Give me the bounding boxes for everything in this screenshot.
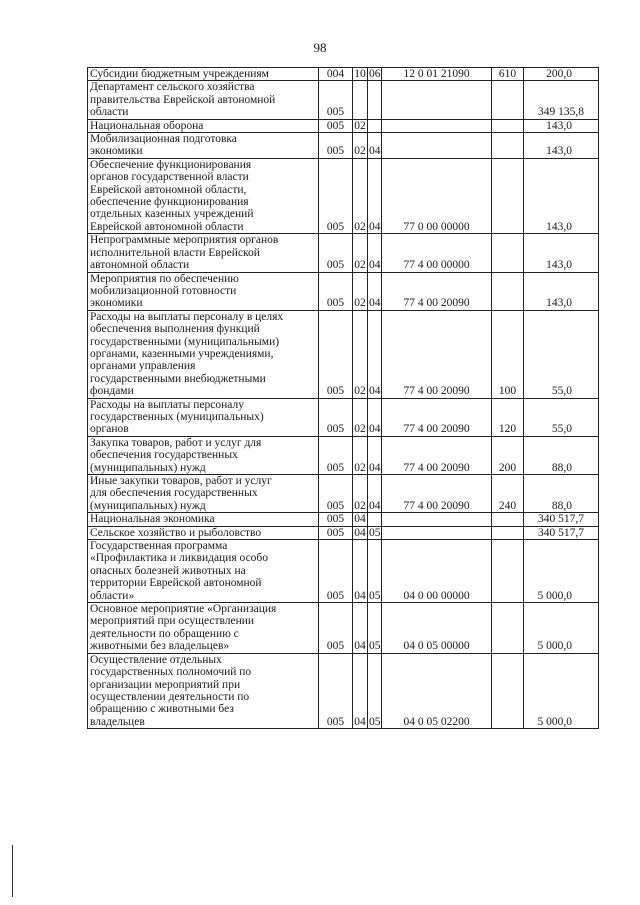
row-subsection-cell bbox=[368, 81, 382, 119]
row-ved-code-cell: 005 bbox=[319, 526, 353, 539]
row-section-cell: 02 bbox=[353, 398, 368, 436]
row-amount-cell: 88,0 bbox=[524, 436, 599, 474]
row-amount-cell: 5 000,0 bbox=[524, 540, 599, 603]
budget-table-body bbox=[88, 68, 599, 729]
row-section-cell: 02 bbox=[353, 234, 368, 272]
row-target-article-cell: 77 4 00 20090 bbox=[382, 436, 492, 474]
row-subsection-cell bbox=[368, 119, 382, 132]
row-target-article-cell: 77 4 00 20090 bbox=[382, 272, 492, 310]
row-amount-cell: 143,0 bbox=[524, 234, 599, 272]
row-subsection-cell: 04 bbox=[368, 234, 382, 272]
row-name-cell: Закупка товаров, работ и услуг для обеспечения государственных (муниципальных) нужд bbox=[88, 436, 319, 474]
row-subsection-cell: 06 bbox=[369, 68, 381, 80]
row-subsection-cell: 04 bbox=[368, 158, 382, 233]
row-section-cell: 02 bbox=[353, 475, 368, 513]
row-target-article-cell bbox=[382, 133, 492, 159]
row-amount-cell: 143,0 bbox=[524, 272, 599, 310]
table-row bbox=[88, 68, 599, 81]
row-ved-code-cell: 005 bbox=[319, 158, 353, 233]
budget-table bbox=[87, 67, 599, 729]
row-expense-type-cell: 100 bbox=[492, 310, 524, 398]
table-row bbox=[88, 526, 599, 539]
row-subsection-cell: 05 bbox=[368, 540, 382, 603]
row-section-cell: 02 bbox=[354, 119, 366, 132]
row-section-cell: 04 bbox=[353, 653, 368, 728]
row-expense-type-cell bbox=[492, 540, 524, 603]
row-name-cell: Государственная программа «Профилактика и ликвидация особо опасных болезней животных на территории Еврейской автономной области» bbox=[88, 540, 319, 603]
row-section-cell: 02 bbox=[353, 436, 368, 474]
row-ved-code-cell: 004 bbox=[319, 68, 353, 81]
row-ved-code-cell: 005 bbox=[319, 81, 353, 119]
table-row bbox=[88, 475, 599, 513]
row-section-cell: 04 bbox=[354, 526, 366, 539]
row-expense-type-cell bbox=[492, 513, 524, 526]
row-name-cell: Расходы на выплаты персоналу в целях обеспечения выполнения функций государственными (муниципальными) органами, казенными учреждениями, органами управления государственными внебюджетными фондами bbox=[88, 310, 319, 398]
table-row bbox=[88, 436, 599, 474]
row-amount-cell: 55,0 bbox=[524, 310, 599, 398]
row-name-cell: Национальная экономика bbox=[88, 513, 319, 526]
table-row bbox=[88, 272, 599, 310]
row-amount-cell: 55,0 bbox=[524, 398, 599, 436]
row-amount-cell: 143,0 bbox=[524, 133, 599, 159]
table-row bbox=[88, 540, 599, 603]
row-amount-cell: 340 517,7 bbox=[524, 526, 599, 539]
row-target-article-cell: 77 4 00 00000 bbox=[382, 234, 492, 272]
row-amount-cell: 349 135,8 bbox=[524, 81, 599, 119]
row-expense-type-cell: 200 bbox=[492, 436, 524, 474]
row-expense-type-cell bbox=[492, 526, 524, 539]
table-row bbox=[88, 119, 599, 132]
row-subsection-cell: 05 bbox=[368, 603, 382, 654]
table-row bbox=[88, 603, 599, 654]
row-name-cell: Осуществление отдельных государственных полномочий по организации мероприятий при осуществлении деятельности по обращению с животными без владельцев bbox=[88, 653, 319, 728]
row-section-cell: 04 bbox=[354, 513, 366, 526]
row-expense-type-cell bbox=[492, 119, 524, 132]
row-ved-code-cell: 005 bbox=[319, 603, 353, 654]
row-ved-code-cell: 005 bbox=[319, 540, 353, 603]
row-section-cell: 10 bbox=[354, 68, 366, 80]
row-name-cell: Мобилизационная подготовка экономики bbox=[88, 133, 319, 159]
row-ved-code-cell: 005 bbox=[319, 513, 353, 526]
row-subsection-cell bbox=[368, 513, 382, 526]
row-expense-type-cell bbox=[492, 234, 524, 272]
row-expense-type-cell bbox=[492, 158, 524, 233]
margin-line bbox=[12, 845, 13, 897]
row-subsection-cell: 05 bbox=[369, 526, 381, 539]
row-subsection-cell: 04 bbox=[368, 475, 382, 513]
row-name-cell: Национальная оборона bbox=[88, 119, 319, 132]
row-ved-code-cell: 005 bbox=[319, 475, 353, 513]
table-row bbox=[88, 513, 599, 526]
page-number: 98 bbox=[313, 40, 327, 55]
row-amount-cell: 5 000,0 bbox=[524, 653, 599, 728]
row-target-article-cell: 04 0 05 00000 bbox=[382, 603, 492, 654]
row-subsection-cell: 04 bbox=[368, 133, 382, 159]
row-expense-type-cell: 240 bbox=[492, 475, 524, 513]
row-section-cell: 02 bbox=[353, 310, 368, 398]
row-target-article-cell bbox=[382, 119, 492, 132]
row-ved-code-cell: 005 bbox=[319, 234, 353, 272]
row-subsection-cell: 04 bbox=[368, 272, 382, 310]
row-name-cell: Иные закупки товаров, работ и услуг для обеспечения государственных (муниципальных) нужд bbox=[88, 475, 319, 513]
row-ved-code-cell: 005 bbox=[319, 133, 353, 159]
row-target-article-cell bbox=[382, 526, 492, 539]
row-expense-type-cell bbox=[492, 81, 524, 119]
row-subsection-cell: 05 bbox=[368, 653, 382, 728]
row-name-cell: Сельское хозяйство и рыболовство bbox=[88, 526, 319, 539]
row-target-article-cell: 77 4 00 20090 bbox=[382, 398, 492, 436]
row-subsection-cell: 04 bbox=[368, 398, 382, 436]
row-amount-cell: 5 000,0 bbox=[524, 603, 599, 654]
row-target-article-cell: 12 0 01 21090 bbox=[382, 68, 492, 81]
row-ved-code-cell: 005 bbox=[319, 436, 353, 474]
row-target-article-cell: 77 4 00 20090 bbox=[382, 475, 492, 513]
row-ved-code-cell: 005 bbox=[319, 310, 353, 398]
row-amount-cell: 88,0 bbox=[524, 475, 599, 513]
row-expense-type-cell bbox=[492, 272, 524, 310]
row-name-cell: Департамент сельского хозяйства правительства Еврейской автономной области bbox=[88, 81, 319, 119]
row-target-article-cell: 04 0 00 00000 bbox=[382, 540, 492, 603]
row-ved-code-cell: 005 bbox=[319, 398, 353, 436]
row-section-cell bbox=[353, 81, 368, 119]
row-name-cell: Обеспечение функционирования органов государственной власти Еврейской автономной области, обеспечение функционирования отдельных казенных учреждений Еврейской автономной области bbox=[88, 158, 319, 233]
row-target-article-cell bbox=[382, 81, 492, 119]
table-row bbox=[88, 158, 599, 233]
row-amount-cell: 143,0 bbox=[524, 158, 599, 233]
table-row bbox=[88, 133, 599, 159]
row-ved-code-cell: 005 bbox=[319, 653, 353, 728]
row-section-cell: 04 bbox=[353, 603, 368, 654]
row-subsection-cell: 04 bbox=[368, 436, 382, 474]
row-target-article-cell: 04 0 05 02200 bbox=[382, 653, 492, 728]
row-target-article-cell: 77 0 00 00000 bbox=[382, 158, 492, 233]
row-expense-type-cell bbox=[492, 653, 524, 728]
row-section-cell: 02 bbox=[353, 158, 368, 233]
table-row bbox=[88, 234, 599, 272]
row-amount-cell: 200,0 bbox=[524, 68, 599, 81]
row-amount-cell: 143,0 bbox=[524, 119, 599, 132]
row-ved-code-cell: 005 bbox=[319, 119, 353, 132]
row-ved-code-cell: 005 bbox=[319, 272, 353, 310]
row-name-cell: Мероприятия по обеспечению мобилизационной готовности экономики bbox=[88, 272, 319, 310]
row-section-cell: 02 bbox=[353, 133, 368, 159]
row-subsection-cell: 04 bbox=[368, 310, 382, 398]
row-section-cell: 02 bbox=[353, 272, 368, 310]
row-target-article-cell bbox=[382, 513, 492, 526]
row-expense-type-cell bbox=[492, 603, 524, 654]
row-name-cell: Субсидии бюджетным учреждениям bbox=[88, 68, 319, 81]
row-expense-type-cell bbox=[492, 133, 524, 159]
row-expense-type-cell: 610 bbox=[492, 68, 524, 81]
row-name-cell: Основное мероприятие «Организация мероприятий при осуществлении деятельности по обращению с животными без владельцев» bbox=[88, 603, 319, 654]
row-section-cell: 04 bbox=[353, 540, 368, 603]
row-amount-cell: 340 517,7 bbox=[524, 513, 599, 526]
row-name-cell: Расходы на выплаты персоналу государственных (муниципальных) органов bbox=[88, 398, 319, 436]
row-target-article-cell: 77 4 00 20090 bbox=[382, 310, 492, 398]
row-expense-type-cell: 120 bbox=[492, 398, 524, 436]
table-row bbox=[88, 81, 599, 119]
table-row bbox=[88, 653, 599, 728]
table-row bbox=[88, 398, 599, 436]
row-name-cell: Непрограммные мероприятия органов исполнительной власти Еврейской автономной области bbox=[88, 234, 319, 272]
table-row bbox=[88, 310, 599, 398]
